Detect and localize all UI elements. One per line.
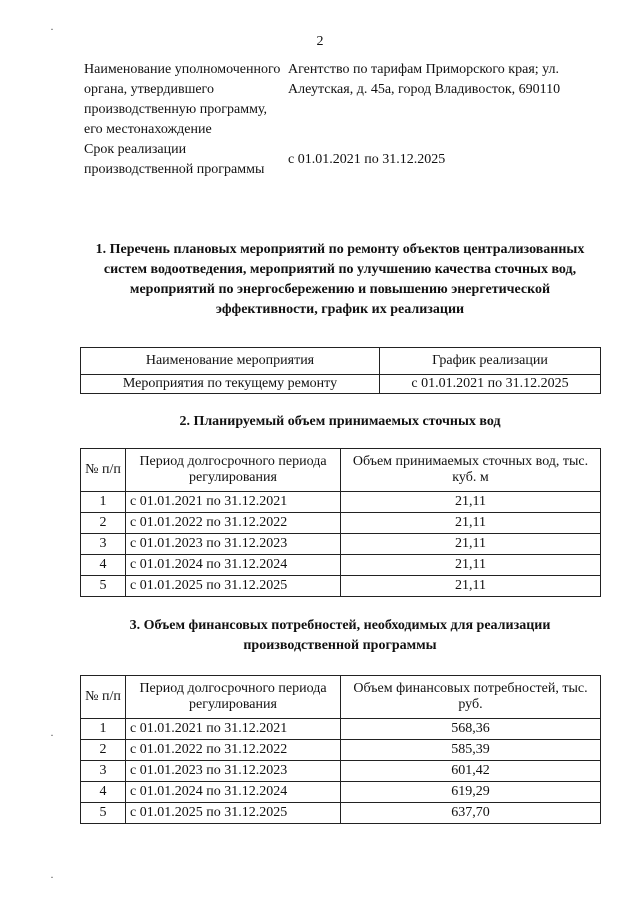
- table-row: [81, 375, 601, 394]
- period: с 01.01.2025 по 31.12.2025: [126, 803, 341, 824]
- row-number: 1: [81, 492, 126, 513]
- column-header: Период долгосрочного периода регулирования: [126, 449, 341, 492]
- term-row: [84, 140, 584, 180]
- row-number: 5: [81, 576, 126, 597]
- amount: 637,70: [341, 803, 601, 824]
- table-row: [81, 782, 601, 803]
- scan-mark: ·: [50, 728, 54, 742]
- activities-table: [80, 347, 601, 394]
- row-number: 5: [81, 803, 126, 824]
- activity-name: Мероприятия по текущему ремонту: [81, 375, 380, 394]
- column-header: Период долгосрочного периода регулирования: [126, 676, 341, 719]
- period: с 01.01.2024 по 31.12.2024: [126, 782, 341, 803]
- table-row: [81, 555, 601, 576]
- column-header: Объем принимаемых сточных вод, тыс. куб. м: [341, 449, 601, 492]
- table-row: [81, 492, 601, 513]
- column-header: № п/п: [81, 676, 126, 719]
- volume: 21,11: [341, 576, 601, 597]
- term-label: Срок реализации производственной программы: [84, 142, 265, 177]
- activity-schedule: с 01.01.2021 по 31.12.2025: [380, 375, 601, 394]
- column-header: Наименование мероприятия: [81, 348, 380, 375]
- section2-title: 2. Планируемый объем принимаемых сточных вод: [179, 414, 501, 429]
- scan-mark: ·: [50, 870, 54, 884]
- period: с 01.01.2023 по 31.12.2023: [126, 534, 341, 555]
- column-header: № п/п: [81, 449, 126, 492]
- program-info: [84, 60, 584, 180]
- period: с 01.01.2021 по 31.12.2021: [126, 492, 341, 513]
- table-header-row: [81, 449, 601, 492]
- row-number: 2: [81, 740, 126, 761]
- period: с 01.01.2022 по 31.12.2022: [126, 740, 341, 761]
- term-value: с 01.01.2021 по 31.12.2025: [288, 152, 446, 167]
- period: с 01.01.2021 по 31.12.2021: [126, 719, 341, 740]
- table-header-row: [81, 676, 601, 719]
- row-number: 4: [81, 555, 126, 576]
- authority-label: Наименование уполномоченного органа, утвердившего производственную программу, его местонахождение: [84, 62, 281, 137]
- table-row: [81, 761, 601, 782]
- table-row: [81, 740, 601, 761]
- volume: 21,11: [341, 555, 601, 576]
- row-number: 4: [81, 782, 126, 803]
- row-number: 2: [81, 513, 126, 534]
- amount: 585,39: [341, 740, 601, 761]
- row-number: 3: [81, 761, 126, 782]
- table-header-row: [81, 348, 601, 375]
- column-header: График реализации: [380, 348, 601, 375]
- section3-title: 3. Объем финансовых потребностей, необходимых для реализации производственной программы: [129, 618, 551, 653]
- table-row: [81, 576, 601, 597]
- period: с 01.01.2025 по 31.12.2025: [126, 576, 341, 597]
- section1-title: 1. Перечень плановых мероприятий по ремонту объектов централизованных систем водоотведения, мероприятий по улучшению качества сточных вод, мероприятий по энергосбережению и повышению энергетической эффективности, график их реализации: [95, 242, 585, 317]
- authority-row: [84, 60, 584, 140]
- financial-needs-table: [80, 675, 601, 824]
- table-row: [81, 803, 601, 824]
- volume: 21,11: [341, 513, 601, 534]
- table-row: [81, 513, 601, 534]
- period: с 01.01.2024 по 31.12.2024: [126, 555, 341, 576]
- scan-mark: ·: [50, 22, 54, 36]
- period: с 01.01.2023 по 31.12.2023: [126, 761, 341, 782]
- volume: 21,11: [341, 534, 601, 555]
- amount: 619,29: [341, 782, 601, 803]
- volume: 21,11: [341, 492, 601, 513]
- page-number: 2: [316, 34, 324, 49]
- amount: 568,36: [341, 719, 601, 740]
- period: с 01.01.2022 по 31.12.2022: [126, 513, 341, 534]
- amount: 601,42: [341, 761, 601, 782]
- table-row: [81, 719, 601, 740]
- table-row: [81, 534, 601, 555]
- row-number: 1: [81, 719, 126, 740]
- column-header: Объем финансовых потребностей, тыс. руб.: [341, 676, 601, 719]
- row-number: 3: [81, 534, 126, 555]
- authority-value: Агентство по тарифам Приморского края; ул. Алеутская, д. 45а, город Владивосток, 690110: [288, 62, 561, 97]
- wastewater-volume-table: [80, 448, 601, 597]
